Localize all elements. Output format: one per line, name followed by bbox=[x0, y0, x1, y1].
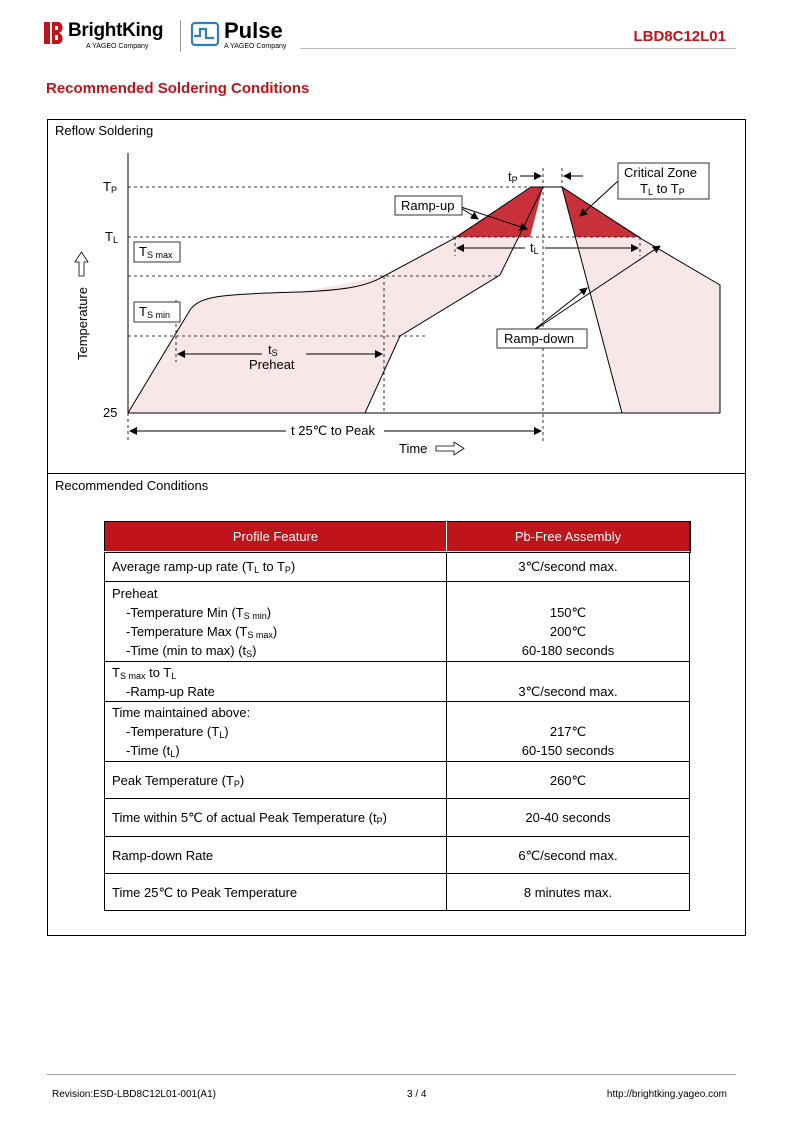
row-time-within-value: 20-40 seconds bbox=[447, 799, 690, 837]
brightking-name: BrightKing bbox=[68, 20, 164, 41]
preheat-label: Preheat bbox=[249, 357, 295, 372]
header-profile-feature: Profile Feature bbox=[105, 522, 447, 552]
x-axis-label: Time bbox=[399, 441, 428, 456]
row-peak-temp-feature: Peak Temperature $(T_P)$ bbox=[105, 762, 447, 799]
reflow-profile-diagram bbox=[0, 0, 794, 480]
table-row bbox=[105, 582, 690, 662]
table-row bbox=[105, 662, 690, 702]
tp-time-label: $t_P$ bbox=[508, 169, 518, 185]
ramp-down-box: Ramp-down bbox=[504, 331, 575, 346]
tl-tick-label: $T_L$ bbox=[105, 229, 118, 245]
row-time-to-peak-feature: Time 25℃ to Peak Temperature bbox=[105, 874, 447, 911]
row-ramp-down-feature: Ramp-down Rate bbox=[105, 837, 447, 874]
footer-rule bbox=[47, 1074, 736, 1075]
conditions-table bbox=[104, 521, 690, 911]
up-arrow-icon bbox=[75, 252, 88, 276]
ts-time-label: $t_S$ bbox=[268, 342, 278, 358]
row-ramp-up-value: 3℃/second max. bbox=[447, 552, 690, 582]
row-ramp-down-value: 6℃/second max. bbox=[447, 837, 690, 874]
row-tsmax-tl-value: 3℃/second max. bbox=[447, 662, 690, 702]
table-row bbox=[105, 874, 690, 911]
conditions-label: Recommended Conditions bbox=[55, 478, 209, 493]
ramp-up-box: Ramp-up bbox=[401, 198, 455, 213]
y-axis-label: Temperature bbox=[75, 287, 90, 360]
ts-max-box: $T_{S max}$ bbox=[139, 244, 173, 260]
document-code: LBD8C12L01 bbox=[633, 28, 726, 45]
row-tsmax-tl-feature: $T_{S max}$ to $T_L$ -Ramp-up Rate bbox=[105, 662, 447, 702]
row-time-to-peak-value: 8 minutes max. bbox=[447, 874, 690, 911]
critical-zone-line2: $T_L$ to $T_P$ bbox=[640, 181, 685, 197]
table-row bbox=[105, 799, 690, 837]
pulse-sub: A YAGEO Company bbox=[224, 43, 287, 50]
row-preheat-value: 150℃ 200℃ 60-180 seconds bbox=[447, 582, 690, 662]
tl-time-label: $t_L$ bbox=[530, 240, 539, 256]
critical-zone-line1: Critical Zone bbox=[624, 165, 697, 180]
profile-band bbox=[128, 187, 720, 413]
reflow-label: Reflow Soldering bbox=[55, 123, 154, 138]
tick-25-label: 25 bbox=[103, 405, 118, 420]
right-arrow-icon bbox=[436, 442, 464, 455]
row-peak-temp-value: 260℃ bbox=[447, 762, 690, 799]
header-pb-free: Pb-Free Assembly bbox=[447, 522, 690, 552]
tp-tick-label: $T_P$ bbox=[103, 179, 117, 195]
section-title: Recommended Soldering Conditions bbox=[46, 80, 310, 97]
table-row bbox=[105, 702, 690, 762]
row-ramp-up-feature: Average ramp-up rate ($T_L$ to $T_P$) bbox=[105, 552, 447, 582]
row-time-above-value: 217℃ 60-150 seconds bbox=[447, 702, 690, 762]
table-row bbox=[105, 552, 690, 582]
footer-url[interactable]: http://brightking.yageo.com bbox=[606, 1089, 727, 1100]
t25-to-peak-label: t 25℃ to Peak bbox=[291, 423, 375, 438]
row-time-within-feature: Time within 5℃ of actual Peak Temperature $(t_P)$ bbox=[105, 799, 447, 837]
row-preheat-feature: Preheat -Temperature Min $(T_{S min})$ -Temperature Max $(T_{S max})$ -Time (min to max) $(t_S)$ bbox=[105, 582, 447, 662]
footer-revision: Revision:ESD-LBD8C12L01-001(A1) bbox=[52, 1089, 216, 1100]
pulse-name: Pulse bbox=[224, 18, 283, 43]
row-time-above-feature: Time maintained above: -Temperature $(T_L)$ -Time $(t_L)$ bbox=[105, 702, 447, 762]
brightking-sub: A YAGEO Company bbox=[86, 43, 149, 50]
table-row bbox=[105, 837, 690, 874]
table-row bbox=[105, 762, 690, 799]
ts-min-box: $T_{S min}$ bbox=[139, 304, 170, 320]
table-header-row bbox=[105, 522, 690, 552]
footer-page-number: 3 / 4 bbox=[407, 1089, 427, 1100]
